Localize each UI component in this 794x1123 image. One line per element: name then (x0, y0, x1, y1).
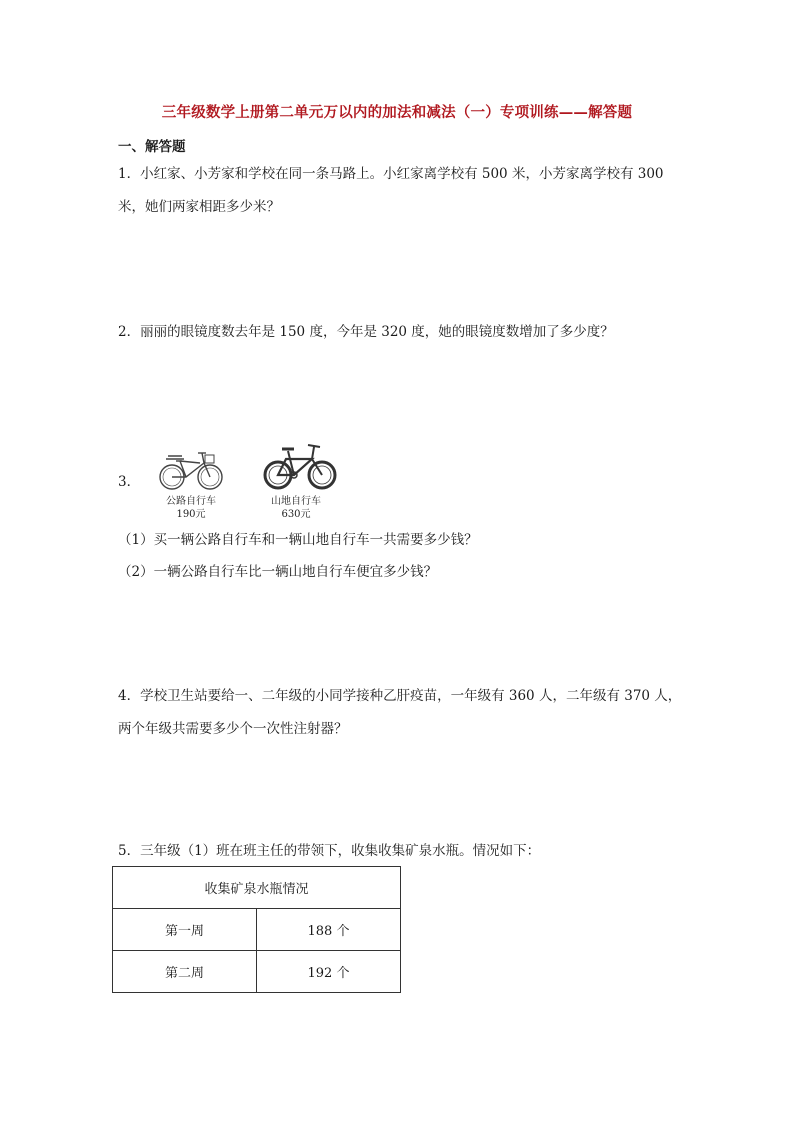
table-cell-label: 第二周 (113, 951, 257, 993)
table-cell-value: 188 个 (257, 909, 401, 951)
question-1: 1．小红家、小芳家和学校在同一条马路上。小红家离学校有 500 米，小芳家离学校有 300 米，她们两家相距多少米？ (118, 166, 664, 215)
road-bike-caption (146, 495, 236, 521)
question-3-number: 3． (118, 474, 141, 490)
question-3-part-1: （1）买一辆公路自行车和一辆山地自行车一共需要多少钱？ (118, 532, 478, 548)
question-2: 2．丽丽的眼镜度数去年是 150 度，今年是 320 度，她的眼镜度数增加了多少度？ (118, 324, 614, 340)
mountain-bike-icon (262, 437, 338, 493)
question-3-part-2: （2）一辆公路自行车比一辆山地自行车便宜多少钱？ (118, 564, 438, 580)
question-5: 5．三年级（1）班在班主任的带领下，收集收集矿泉水瓶。情况如下： (118, 843, 541, 859)
bottle-collection-table (112, 866, 401, 993)
mountain-bike-price: 630元 (281, 509, 311, 520)
question-4: 4．学校卫生站要给一、二年级的小同学接种乙肝疫苗，一年级有 360 人，二年级有 370 人，两个年级共需要多少个一次性注射器？ (118, 688, 682, 737)
table-row (113, 951, 401, 993)
table-row (113, 909, 401, 951)
table-header-row (113, 867, 401, 909)
road-bike-price: 190元 (176, 509, 206, 520)
page-title: 三年级数学上册第二单元万以内的加法和减法（一）专项训练——解答题 (161, 104, 633, 121)
mountain-bike-name: 山地自行车 (271, 496, 321, 507)
table-cell-label: 第一周 (113, 909, 257, 951)
road-bike-icon (158, 443, 224, 493)
road-bike-name: 公路自行车 (166, 496, 216, 507)
table-cell-value: 192 个 (257, 951, 401, 993)
table-header: 收集矿泉水瓶情况 (113, 867, 401, 909)
mountain-bike-caption (251, 495, 341, 521)
section-heading: 一、解答题 (118, 139, 186, 155)
